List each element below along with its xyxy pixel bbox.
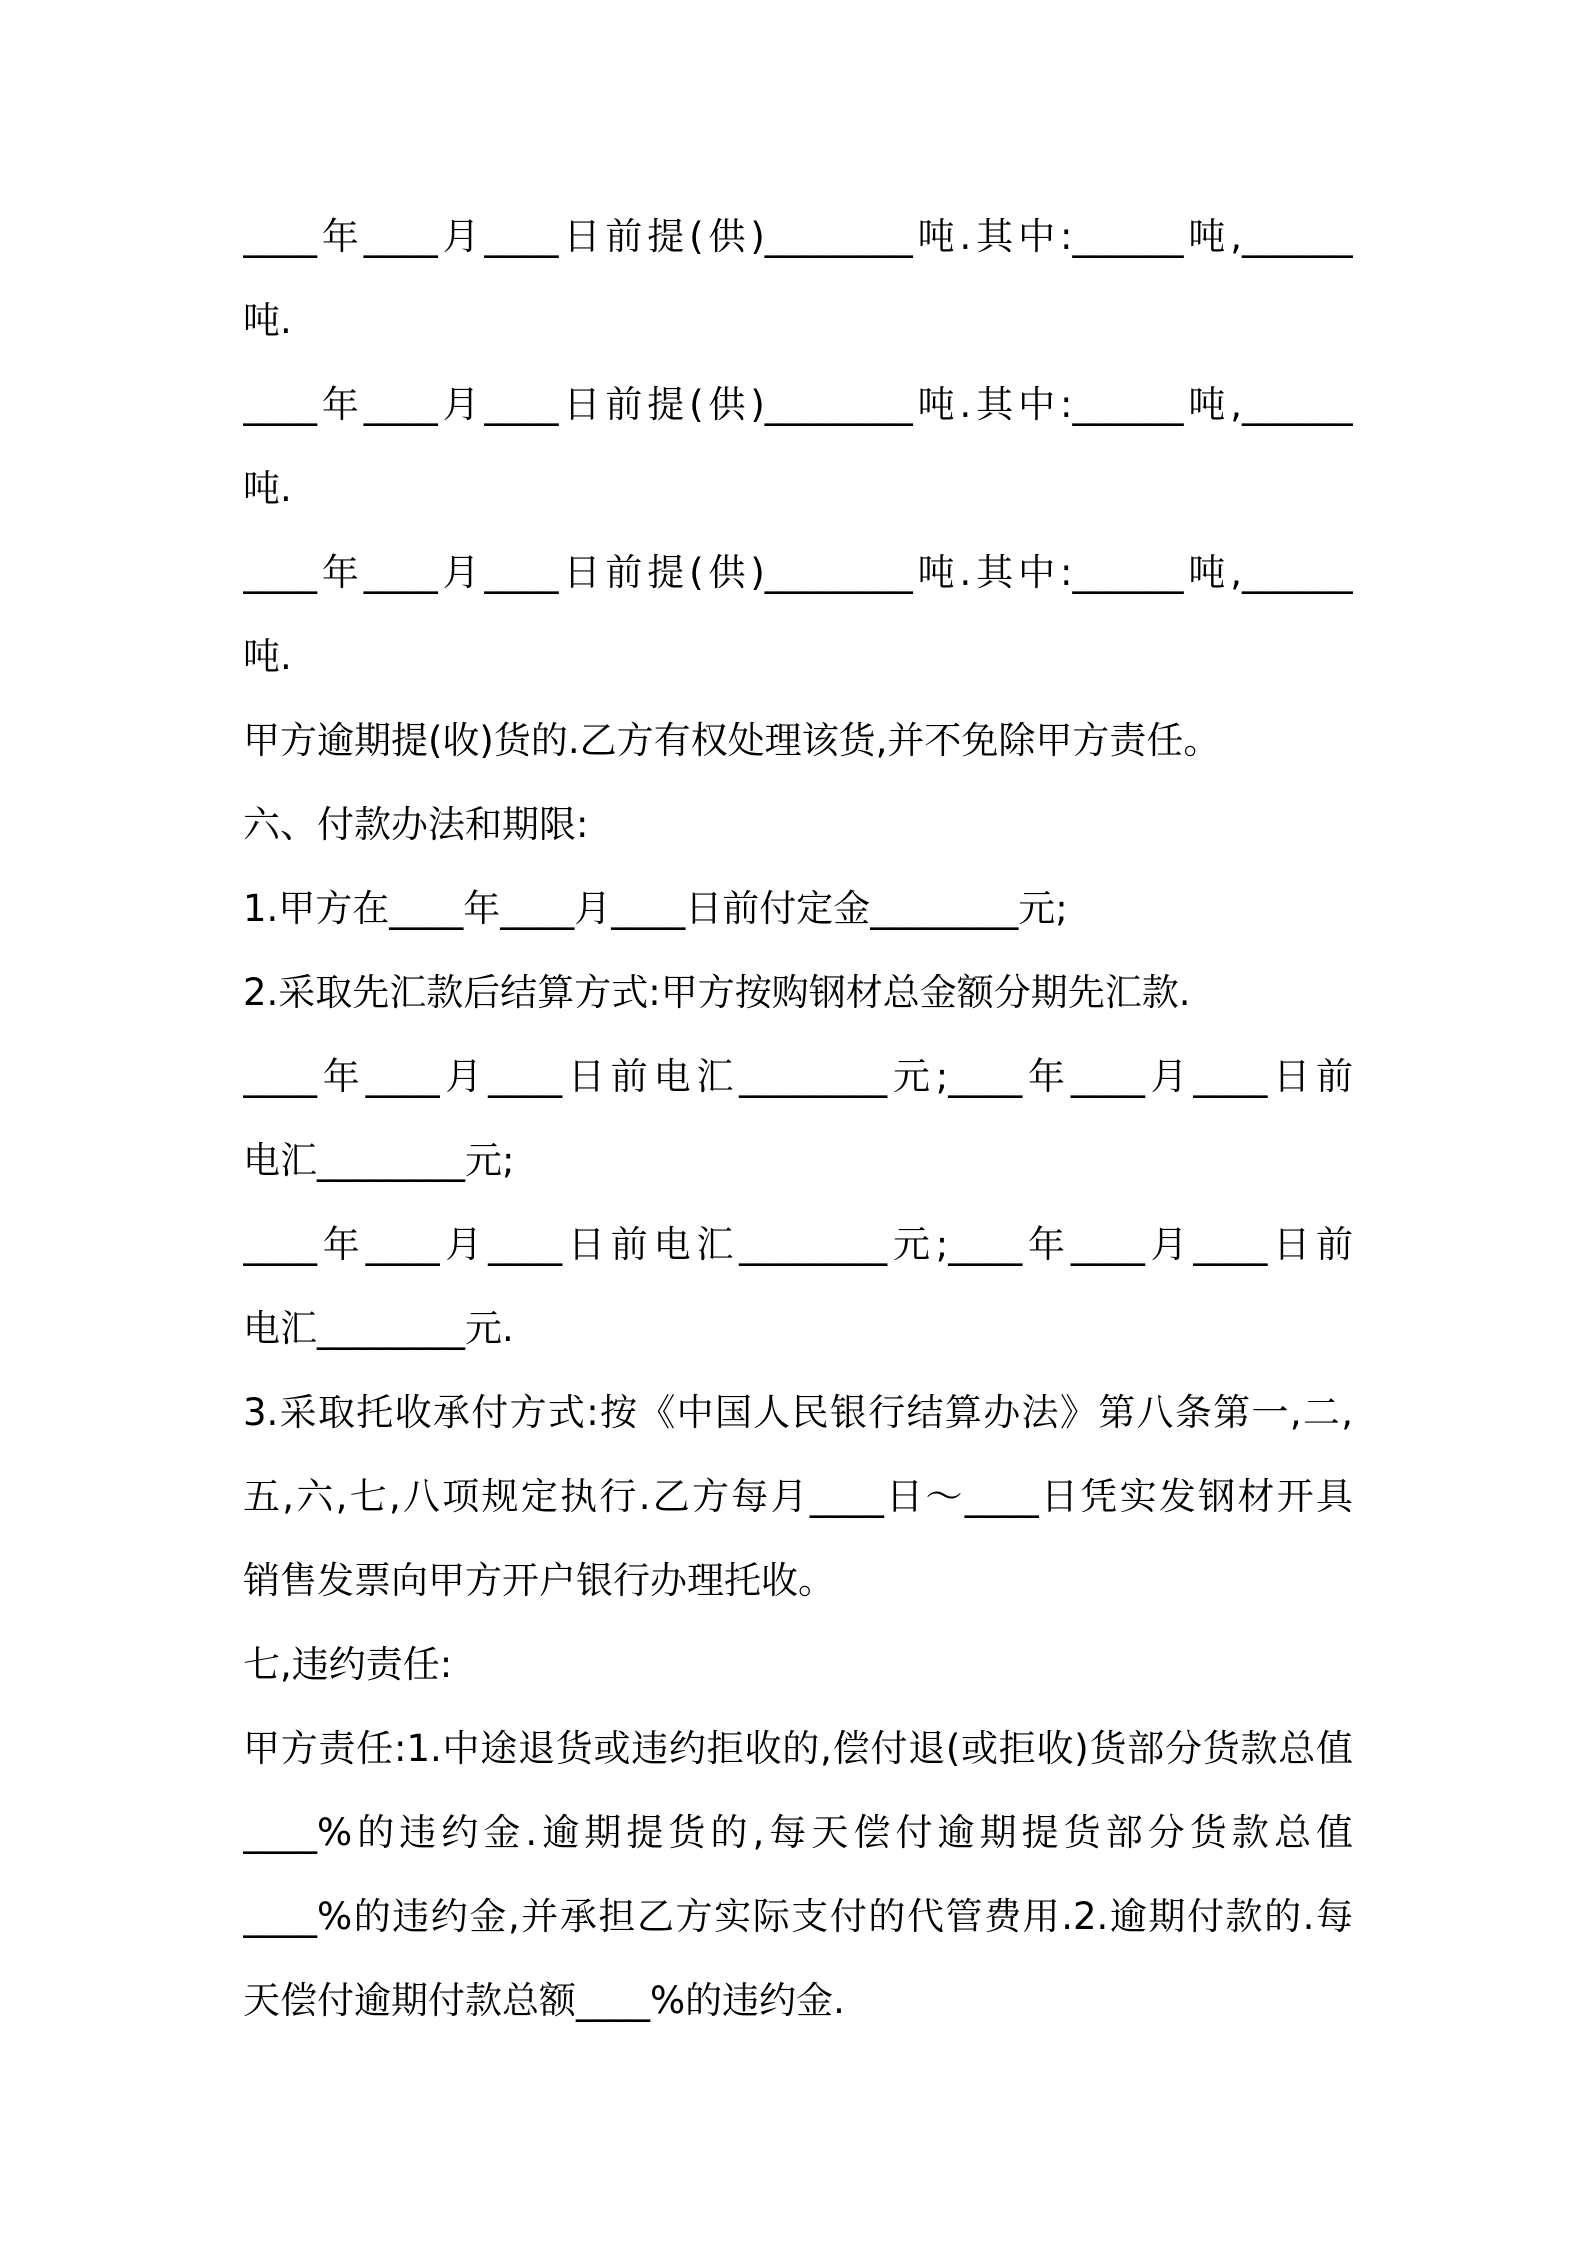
text-line: 3.采取托收承付方式:按《中国人民银行结算办法》第八条第一,二, <box>243 1391 1353 1434</box>
text-line: ____年____月____日前提(供)________吨.其中:______吨,______ <box>243 383 1353 426</box>
text-line: 1.甲方在____年____月____日前付定金________元; <box>243 887 1068 930</box>
text-line: 销售发票向甲方开户银行办理托收。 <box>243 1559 835 1602</box>
text-line: 吨. <box>243 635 292 678</box>
text-line: 吨. <box>243 299 292 342</box>
text-line: ____年____月____日前提(供)________吨.其中:______吨,______ <box>243 215 1353 258</box>
text-line: ____年____月____日前电汇________元;____年____月____日前 <box>243 1055 1353 1098</box>
text-line: 电汇________元. <box>243 1307 514 1350</box>
document-body <box>243 195 1353 2043</box>
text-line: ____%的违约金,并承担乙方实际支付的代管费用.2.逾期付款的.每 <box>243 1895 1353 1938</box>
text-line: 天偿付逾期付款总额____%的违约金. <box>243 1979 845 2022</box>
text-line: 五,六,七,八项规定执行.乙方每月____日～____日凭实发钢材开具 <box>243 1475 1353 1518</box>
text-line: 甲方逾期提(收)货的.乙方有权处理该货,并不免除甲方责任。 <box>243 719 1221 762</box>
text-line: ____年____月____日前电汇________元;____年____月____日前 <box>243 1223 1353 1266</box>
text-line: 2.采取先汇款后结算方式:甲方按购钢材总金额分期先汇款. <box>243 971 1191 1014</box>
text-line: 甲方责任:1.中途退货或违约拒收的,偿付退(或拒收)货部分货款总值 <box>243 1727 1353 1770</box>
text-line: 电汇________元; <box>243 1139 515 1182</box>
text-line: 吨. <box>243 467 292 510</box>
section-heading: 七,违约责任: <box>243 1643 453 1686</box>
text-line: ____年____月____日前提(供)________吨.其中:______吨,______ <box>243 551 1353 594</box>
text-line: ____%的违约金.逾期提货的,每天偿付逾期提货部分货款总值 <box>243 1811 1353 1854</box>
section-heading: 六、付款办法和期限: <box>243 803 589 846</box>
